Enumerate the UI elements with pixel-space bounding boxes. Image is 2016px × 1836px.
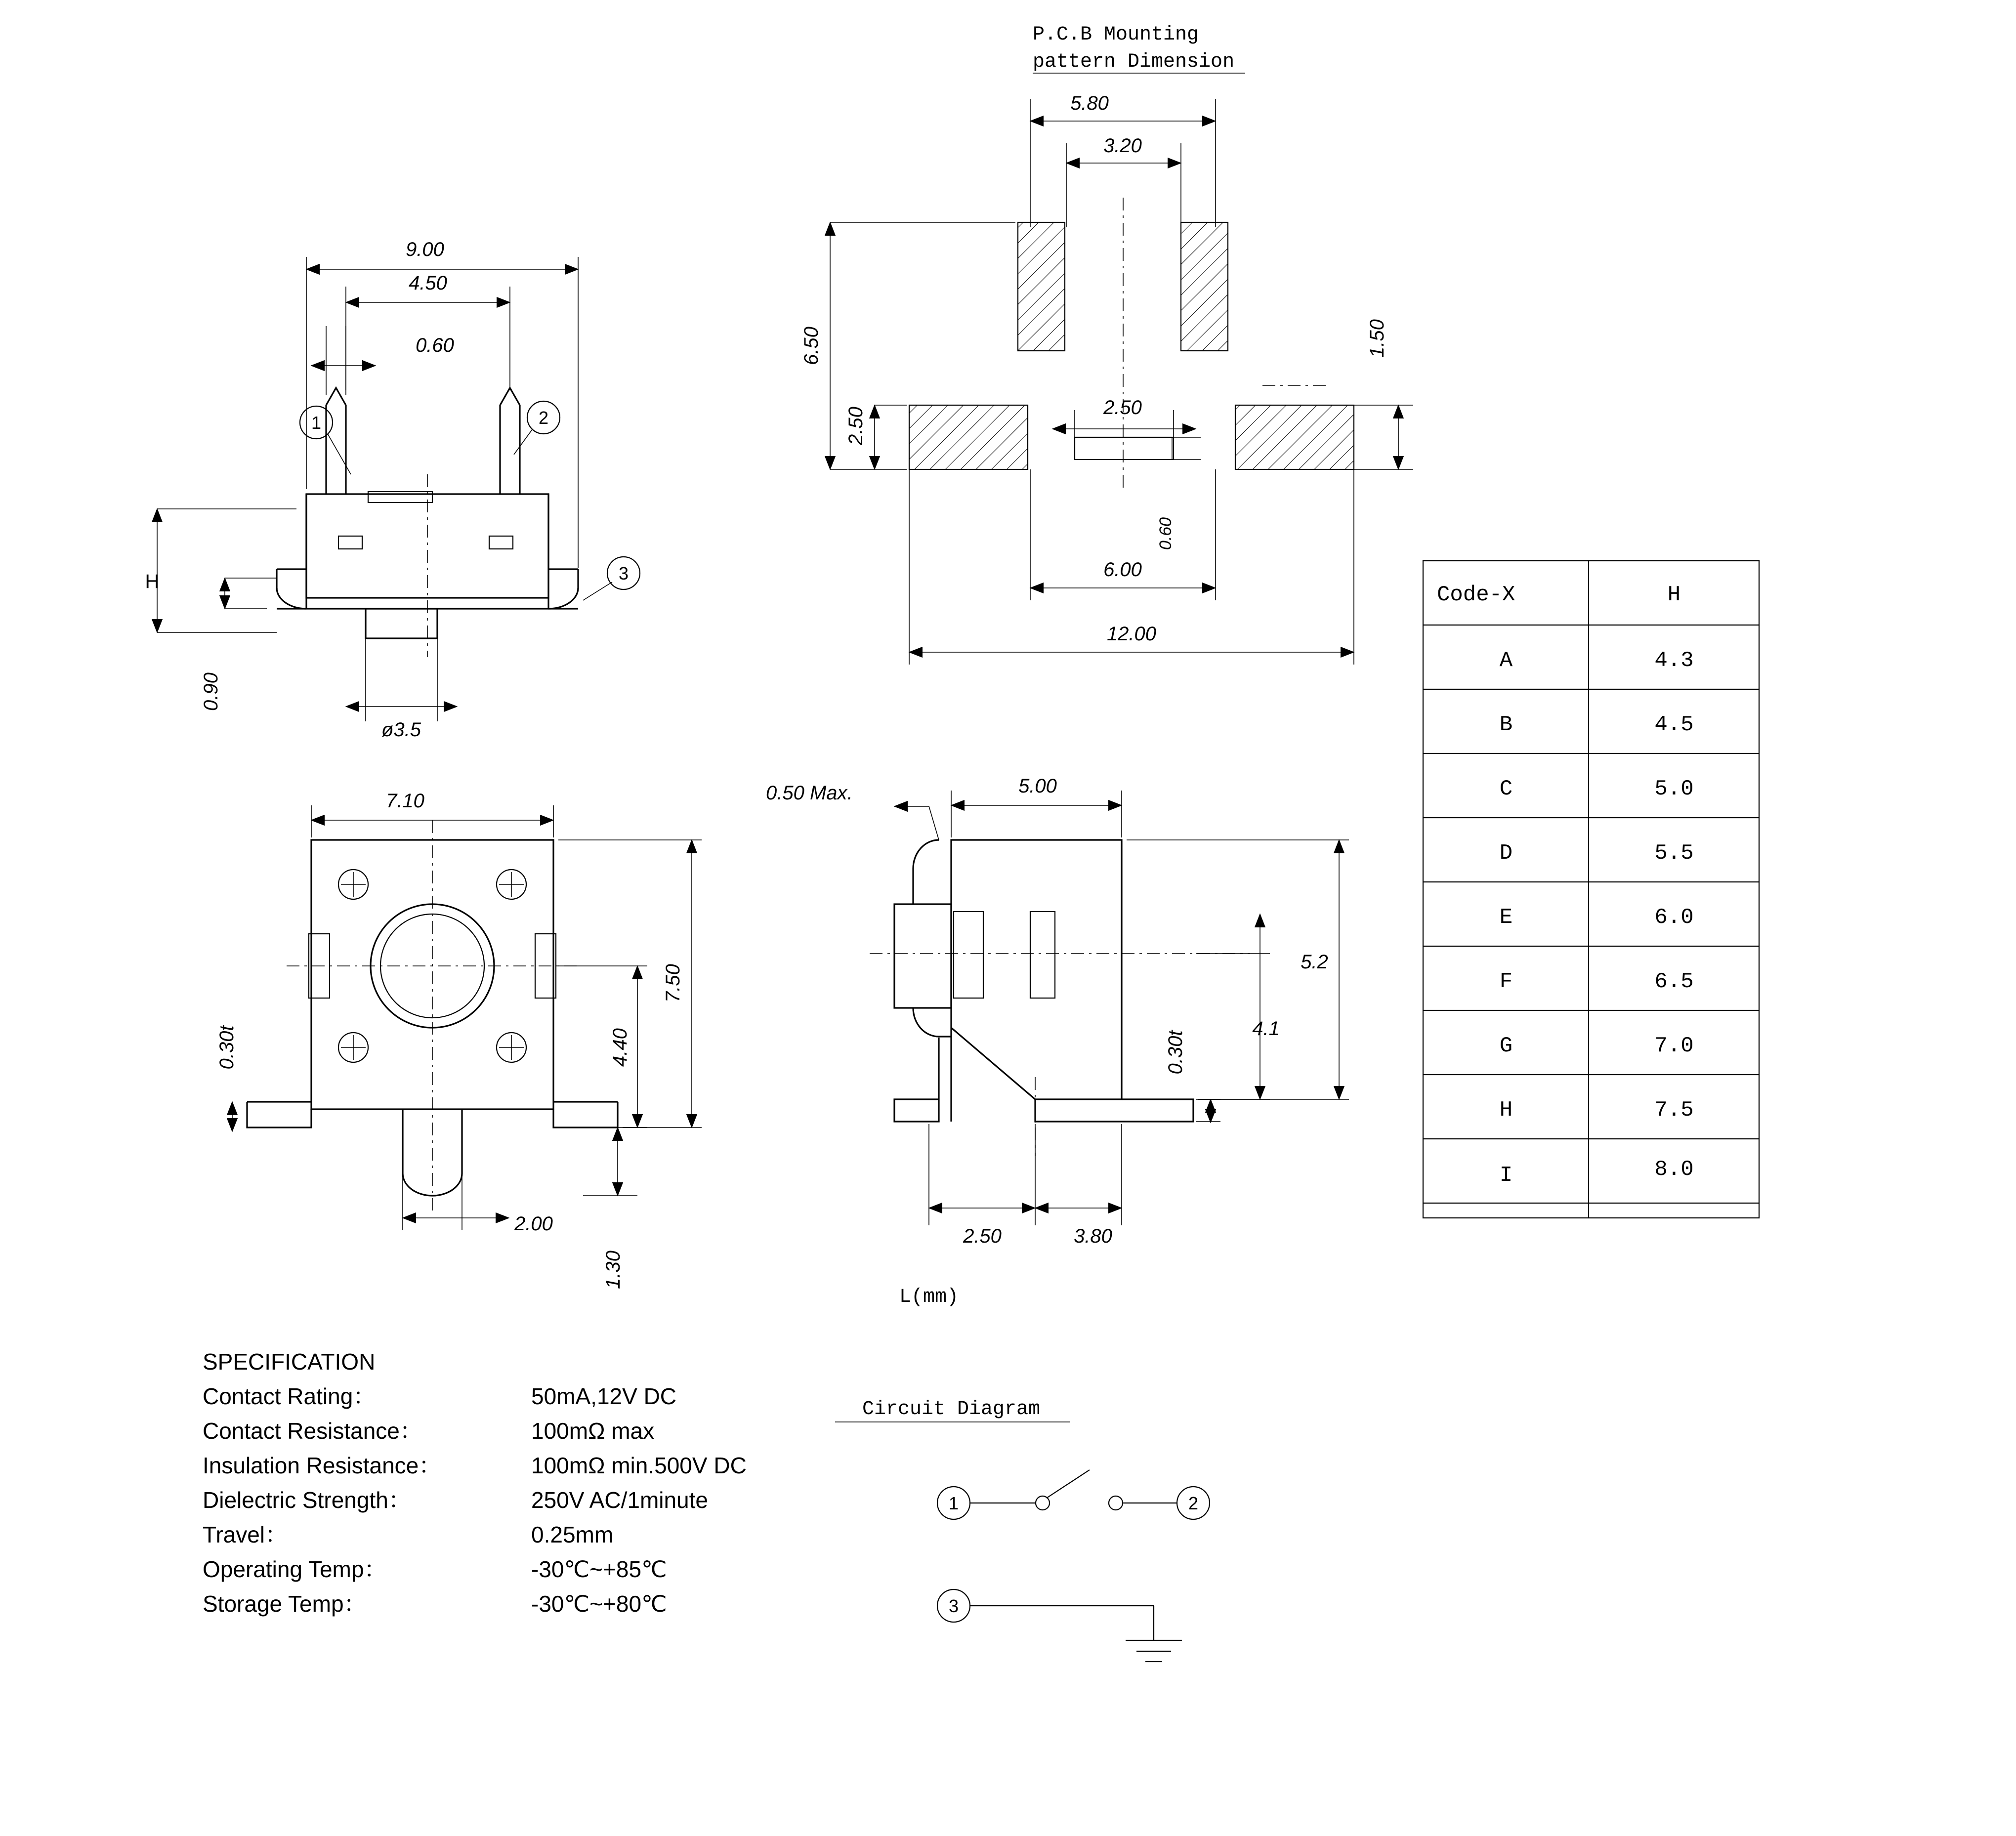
code-table-cell-code: G [1499, 1034, 1513, 1058]
dim-pcb-overall-width: 12.00 [1106, 623, 1157, 645]
pcb-pad-top-left [1018, 222, 1065, 351]
dim-top-height: 7.50 [662, 964, 684, 1002]
code-table-cell-h: 7.0 [1654, 1034, 1694, 1058]
circuit-terminal-label-2: 2 [1188, 1493, 1199, 1513]
dim-front-overall-width: 9.00 [406, 239, 444, 260]
code-table-cell-code: C [1499, 777, 1513, 801]
unit-label: L(mm) [899, 1286, 959, 1308]
circuit-title: Circuit Diagram [862, 1398, 1041, 1420]
code-table-cell-code: I [1499, 1163, 1513, 1188]
side-body [951, 840, 1122, 1099]
dim-pcb-center-height: 0.60 [1156, 517, 1175, 550]
side-terminal-left [954, 912, 983, 998]
circuit-terminal-label-3: 3 [948, 1596, 959, 1616]
callout-label-3: 3 [618, 563, 629, 584]
front-detail-left [338, 536, 362, 549]
code-table-cell-h: 4.5 [1654, 712, 1694, 737]
pcb-title-line1: P.C.B Mounting [1033, 24, 1199, 46]
front-top-bar [368, 492, 432, 502]
dim-top-tab-width: 2.00 [514, 1213, 553, 1235]
code-table-cell-code: F [1499, 969, 1513, 994]
spec-label: Operating Temp： [203, 1556, 387, 1582]
circuit-terminal-label-1: 1 [948, 1493, 959, 1513]
pcb-pad-top-right [1181, 222, 1228, 351]
side-actuator [894, 904, 951, 1008]
spec-value: -30℃~+85℃ [531, 1556, 667, 1582]
spec-value: 0.25mm [531, 1522, 614, 1547]
dim-top-thickness: 0.30t [216, 1025, 238, 1070]
code-table-cell-h: 6.5 [1654, 969, 1694, 994]
dim-front-pin-width: 0.60 [416, 334, 454, 356]
pcb-title-line2: pattern Dimension [1033, 51, 1235, 73]
dim-side-height-total: 5.2 [1301, 951, 1328, 973]
spec-label: Storage Temp： [203, 1591, 367, 1617]
dim-pcb-left-height: 6.50 [800, 327, 822, 365]
code-table-cell-h: 5.0 [1654, 777, 1694, 801]
dim-pcb-right-height: 1.50 [1366, 319, 1388, 358]
code-table-cell-code: A [1499, 648, 1513, 673]
dim-pcb-left-sub-height: 2.50 [845, 407, 867, 445]
spec-label: Contact Rating： [203, 1383, 376, 1409]
spec-label: Travel： [203, 1522, 288, 1547]
pcb-mounting-pattern [800, 24, 1413, 665]
dim-front-foot-height: 0.90 [200, 672, 222, 711]
dim-front-height-H: H [145, 571, 160, 592]
pcb-pad-bottom-right [1235, 405, 1354, 469]
dim-side-foot-b: 3.80 [1074, 1225, 1112, 1247]
top-view [216, 790, 702, 1289]
code-table-cell-code: H [1499, 1098, 1513, 1123]
dim-top-width: 7.10 [386, 790, 424, 812]
spec-value: 100mΩ min.500V DC [531, 1453, 747, 1478]
code-table [1423, 561, 1759, 1218]
dim-top-tab-height: 1.30 [602, 1251, 624, 1289]
spec-label: Insulation Resistance： [203, 1453, 442, 1478]
callout-label-2: 2 [538, 408, 549, 428]
dim-side-foot-a: 2.50 [963, 1225, 1002, 1247]
code-table-cell-h: 6.0 [1654, 905, 1694, 930]
dim-pcb-top-width: 5.80 [1070, 92, 1109, 114]
front-view [145, 239, 640, 741]
spec-value: 50mA,12V DC [531, 1383, 677, 1409]
spec-value: 250V AC/1minute [531, 1487, 709, 1513]
front-boss [366, 609, 437, 638]
dim-pcb-inner-width: 3.20 [1103, 135, 1142, 157]
code-table-cell-h: 7.5 [1654, 1098, 1694, 1123]
dim-top-inner-height: 4.40 [609, 1028, 631, 1067]
dim-side-thickness: 0.30t [1165, 1030, 1186, 1075]
spec-label: Contact Resistance： [203, 1418, 422, 1444]
dim-front-boss-dia: ø3.5 [381, 719, 421, 741]
pcb-pad-bottom-left [909, 405, 1028, 469]
spec-label: Dielectric Strength： [203, 1487, 411, 1513]
code-table-cell-code: E [1499, 905, 1513, 930]
spec-value: 100mΩ max [531, 1418, 655, 1444]
dim-pcb-center-width: 2.50 [1103, 397, 1142, 418]
side-terminal-right [1030, 912, 1055, 998]
code-table-cell-h: 4.3 [1654, 648, 1694, 673]
code-table-header-code: Code-X [1437, 583, 1515, 607]
dim-side-stem-height: 5.00 [1018, 775, 1057, 797]
side-view [766, 775, 1349, 1308]
code-table-border [1423, 561, 1759, 1218]
callout-label-1: 1 [311, 413, 322, 433]
note-side-max: 0.50 Max. [766, 782, 853, 804]
code-table-cell-code: D [1499, 841, 1513, 866]
dim-side-height-body: 4.1 [1252, 1018, 1280, 1040]
specification-block [203, 1349, 747, 1617]
pcb-pad-center [1075, 437, 1174, 459]
spec-heading: SPECIFICATION [203, 1349, 376, 1375]
circuit-diagram [835, 1398, 1210, 1662]
spec-value: -30℃~+80℃ [531, 1591, 667, 1617]
code-table-cell-h: 5.5 [1654, 841, 1694, 866]
dim-front-pin-span: 4.50 [409, 272, 447, 294]
code-table-cell-h: 8.0 [1654, 1157, 1694, 1182]
code-table-cell-code: B [1499, 712, 1513, 737]
dim-pcb-bottom-width: 6.00 [1103, 559, 1142, 581]
code-table-header-h: H [1667, 583, 1681, 607]
front-detail-right [489, 536, 513, 549]
